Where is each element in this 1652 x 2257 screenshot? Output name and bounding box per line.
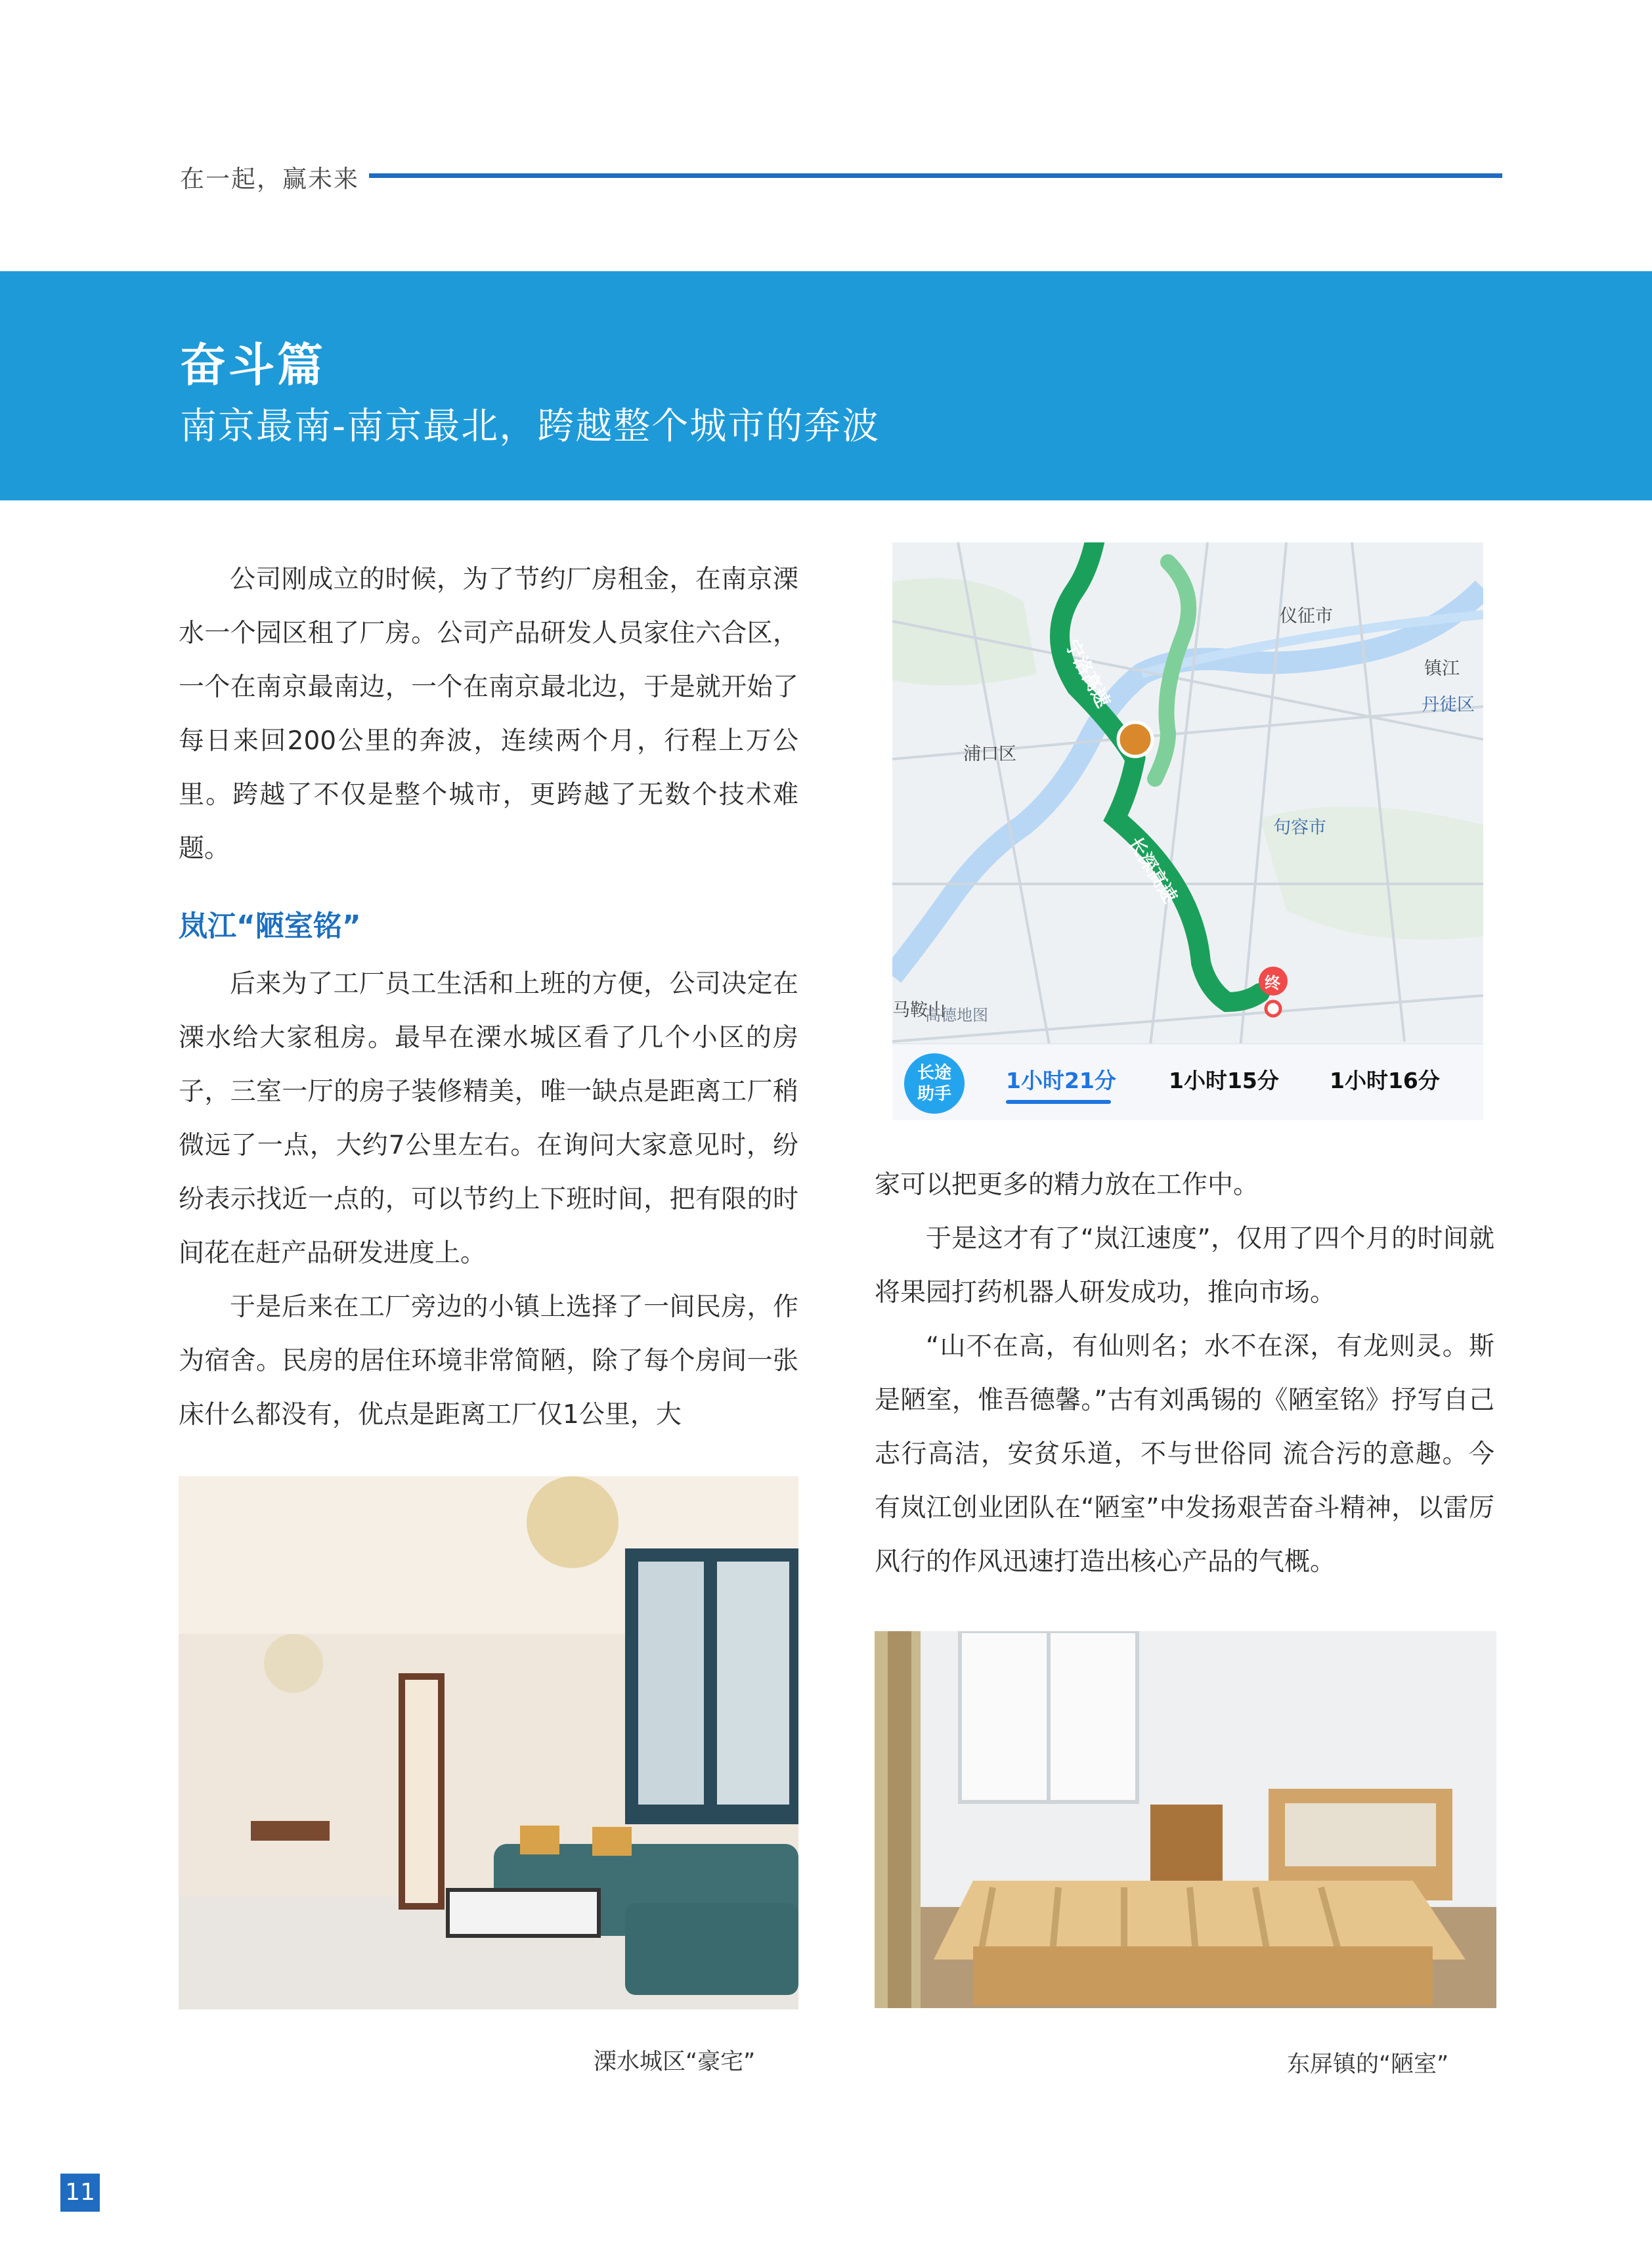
map-label-jurong: 句容市 [1273, 818, 1326, 838]
route-tab-active-indicator [1006, 1100, 1111, 1104]
route-tab-1[interactable]: 1小时21分 [1006, 1068, 1116, 1093]
right-column [875, 1158, 1494, 1589]
paragraph-intro: 公司刚成立的时候，为了节约厂房租金，在南京溧水一个园区租了厂房。公司产品研发人员家住六合区，一个在南京最南边，一个在南京最北边，于是就开始了每日来回200公里的奔波，连续两个月，行程上万公里。跨越了不仅是整个城市，更跨越了无数个技术难题。 [179, 565, 798, 864]
caption-living-room: 溧水城区“豪宅” [594, 2049, 756, 2075]
map-label-pukou: 浦口区 [963, 744, 1016, 764]
route-tab-3[interactable]: 1小时16分 [1330, 1068, 1440, 1093]
header-slogan: 在一起，赢未来 [180, 165, 359, 193]
page-number: 11 [60, 2174, 100, 2212]
paragraph-loushiming: “山不在高，有仙则名；水不在深，有龙则灵。斯是陋室，惟吾德馨。”古有刘禹锡的《陋室铭》抒写自己志行高洁，安贫乐道，不与世俗同 流合污的意趣。今有岚江创业团队在“陋室”中发扬艰苦奋斗精神，以雷厉风行的作风迅速打造出核心产品的气概。 [875, 1332, 1494, 1577]
route-map [892, 542, 1483, 1120]
section-subtitle: 南京最南-南京最北，跨越整个城市的奔波 [180, 405, 880, 448]
caption-bedroom: 东屏镇的“陋室” [1287, 2051, 1449, 2078]
map-attribution: 高德地图 [925, 1006, 988, 1024]
map-end-marker: 终 [1265, 974, 1280, 992]
bedroom-photo [875, 1631, 1496, 2008]
paragraph-dorm: 于是后来在工厂旁边的小镇上选择了一间民房，作为宿舍。民房的居住环境非常简陋，除了每个房间一张床什么都没有，优点是距离工厂仅1公里，大 [179, 1292, 798, 1430]
left-column [179, 553, 798, 1442]
subheading: 岚江“陋室铭” [179, 909, 361, 943]
paragraph-rent: 后来为了工厂员工生活和上班的方便，公司决定在溧水给大家租房。最早在溧水城区看了几个小区的房子，三室一厅的房子装修精美，唯一缺点是距离工厂稍微远了一点，大约7公里左右。在询问大家意见时，纷纷表示找近一点的，可以节约上下班时间，把有限的时间花在赶产品研发进度上。 [179, 969, 798, 1268]
route-tab-2[interactable]: 1小时15分 [1169, 1068, 1279, 1093]
route-options-bar [892, 1043, 1483, 1120]
section-title: 奋斗篇 [180, 338, 326, 392]
map-label-dantu: 丹徒区 [1422, 695, 1475, 715]
living-room-photo [179, 1476, 798, 2009]
map-label-yizheng: 仪征市 [1280, 606, 1333, 626]
map-label-zhenjiang: 镇江 [1424, 659, 1460, 679]
long-trip-assistant-badge[interactable]: 长途 助手 [904, 1053, 965, 1114]
paragraph-continued: 家可以把更多的精力放在工作中。 [875, 1170, 1259, 1200]
header-rule [369, 173, 1502, 178]
map-label-road-ningluo: 宁洛高速 [1060, 636, 1115, 711]
map-canvas [892, 542, 1483, 1120]
map-label-maanshan: 马鞍山 [892, 1000, 946, 1020]
map-label-road-changshen: 长深高速 [1123, 833, 1182, 908]
paragraph-speed: 于是这才有了“岚江速度”，仅用了四个月的时间就将果园打药机器人研发成功，推向市场。 [875, 1224, 1494, 1307]
